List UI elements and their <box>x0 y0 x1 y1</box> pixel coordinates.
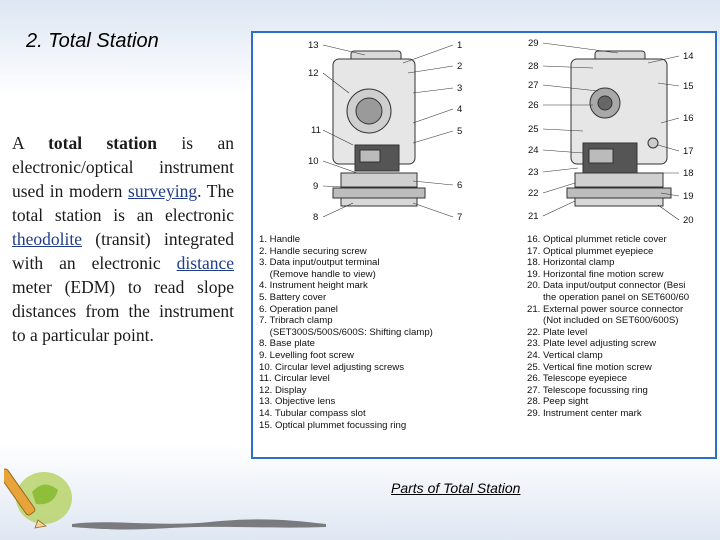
callout-17: 17 <box>683 146 694 157</box>
list-item: 27. Telescope focussing ring <box>527 384 648 396</box>
list-item: 1. Handle <box>259 234 301 245</box>
parts-list-left <box>259 234 479 431</box>
list-item: 26. Telescope eyepiece <box>527 373 628 385</box>
text-run: is an electronic/optical instrument used in modern <box>12 133 234 201</box>
callout-10: 10 <box>308 156 319 167</box>
callout-27: 27 <box>528 80 539 91</box>
list-item: 18. Horizontal clamp <box>527 257 615 269</box>
callout-23: 23 <box>528 167 539 178</box>
callouts-right-outer <box>683 51 694 226</box>
callout-18: 18 <box>683 168 694 179</box>
callout-25: 25 <box>528 124 539 135</box>
link-distance[interactable]: distance <box>176 253 234 273</box>
callout-13: 13 <box>308 40 319 51</box>
brush-stroke-icon <box>70 515 330 531</box>
list-item: 10. Circular level adjusting screws <box>259 361 405 373</box>
callout-21: 21 <box>528 211 539 222</box>
text-run: . The total station is an electronic <box>12 181 234 225</box>
callouts-left <box>308 40 321 223</box>
list-item: 7. Tribrach clamp <box>259 315 333 327</box>
list-item: 3. Data input/output terminal <box>259 257 380 269</box>
list-item: 17. Optical plummet eyepiece <box>527 245 654 257</box>
list-item: 29. Instrument center mark <box>527 407 642 419</box>
instrument-front-view <box>333 51 425 206</box>
text-run: A <box>12 133 49 153</box>
instrument-diagram <box>253 33 715 233</box>
text-run: (transit) integrated with an electronic <box>12 229 234 273</box>
list-item: 15. Optical plummet focussing ring <box>259 419 407 431</box>
callout-7: 7 <box>457 212 463 223</box>
list-item: (SET300S/500S/600S: Shifting clamp) <box>259 326 433 338</box>
callout-1: 1 <box>457 40 463 51</box>
callout-19: 19 <box>683 191 694 202</box>
callout-12: 12 <box>308 68 319 79</box>
link-theodolite[interactable]: theodolite <box>12 229 82 249</box>
callout-26: 26 <box>528 100 539 111</box>
callout-24: 24 <box>528 145 539 156</box>
list-item: 20. Data input/output connector (Besi <box>527 280 686 292</box>
callout-4: 4 <box>457 104 463 115</box>
list-item: (Remove handle to view) <box>259 268 376 280</box>
list-item: 4. Instrument height mark <box>259 280 368 292</box>
list-item: 9. Levelling foot screw <box>259 349 354 361</box>
list-item: 6. Operation panel <box>259 303 338 315</box>
callout-14: 14 <box>683 51 694 62</box>
callouts-middle <box>457 40 462 223</box>
list-item: 24. Vertical clamp <box>527 349 603 361</box>
text-run: meter (EDM) to read slope distances from the instrument to a particular point. <box>12 277 234 345</box>
link-surveying[interactable]: surveying <box>128 181 198 201</box>
callout-2: 2 <box>457 61 463 72</box>
list-item: 22. Plate level <box>527 326 588 338</box>
list-item: 16. Optical plummet reticle cover <box>527 234 667 245</box>
callout-15: 15 <box>683 81 694 92</box>
callout-22: 22 <box>528 188 539 199</box>
figure-caption: Parts of Total Station <box>391 480 521 496</box>
total-station-figure <box>251 31 717 459</box>
list-item: (Not included on SET600/600S) <box>527 315 679 327</box>
list-item: 23. Plate level adjusting screw <box>527 338 657 350</box>
callout-20: 20 <box>683 215 694 226</box>
slide-title: 2. Total Station <box>26 30 159 52</box>
callout-8: 8 <box>313 212 319 223</box>
list-item: the operation panel on SET600/60 <box>527 291 690 303</box>
callout-29: 29 <box>528 38 539 49</box>
list-item: 11. Circular level <box>259 373 330 385</box>
list-item: 12. Display <box>259 384 307 396</box>
body-paragraph <box>12 131 234 347</box>
callout-11: 11 <box>311 125 321 136</box>
callout-3: 3 <box>457 83 463 94</box>
list-item: 5. Battery cover <box>259 291 327 303</box>
list-item: 8. Base plate <box>259 338 316 350</box>
parts-list-right <box>527 234 717 420</box>
callout-5: 5 <box>457 126 463 137</box>
instrument-rear-view <box>567 51 671 206</box>
list-item: 13. Objective lens <box>259 396 336 408</box>
list-item: 2. Handle securing screw <box>259 245 367 257</box>
list-item: 25. Vertical fine motion screw <box>527 361 652 373</box>
list-item: 28. Peep sight <box>527 396 589 408</box>
callouts-right-inner <box>528 38 539 222</box>
list-item: 21. External power source connector <box>527 303 684 315</box>
pencil-logo-icon <box>4 452 78 534</box>
callout-9: 9 <box>313 181 319 192</box>
callout-28: 28 <box>528 61 539 72</box>
list-item: 19. Horizontal fine motion screw <box>527 268 664 280</box>
callout-6: 6 <box>457 180 463 191</box>
term-total-station: total station <box>48 133 158 153</box>
list-item: 14. Tubular compass slot <box>259 407 366 419</box>
callout-16: 16 <box>683 113 694 124</box>
